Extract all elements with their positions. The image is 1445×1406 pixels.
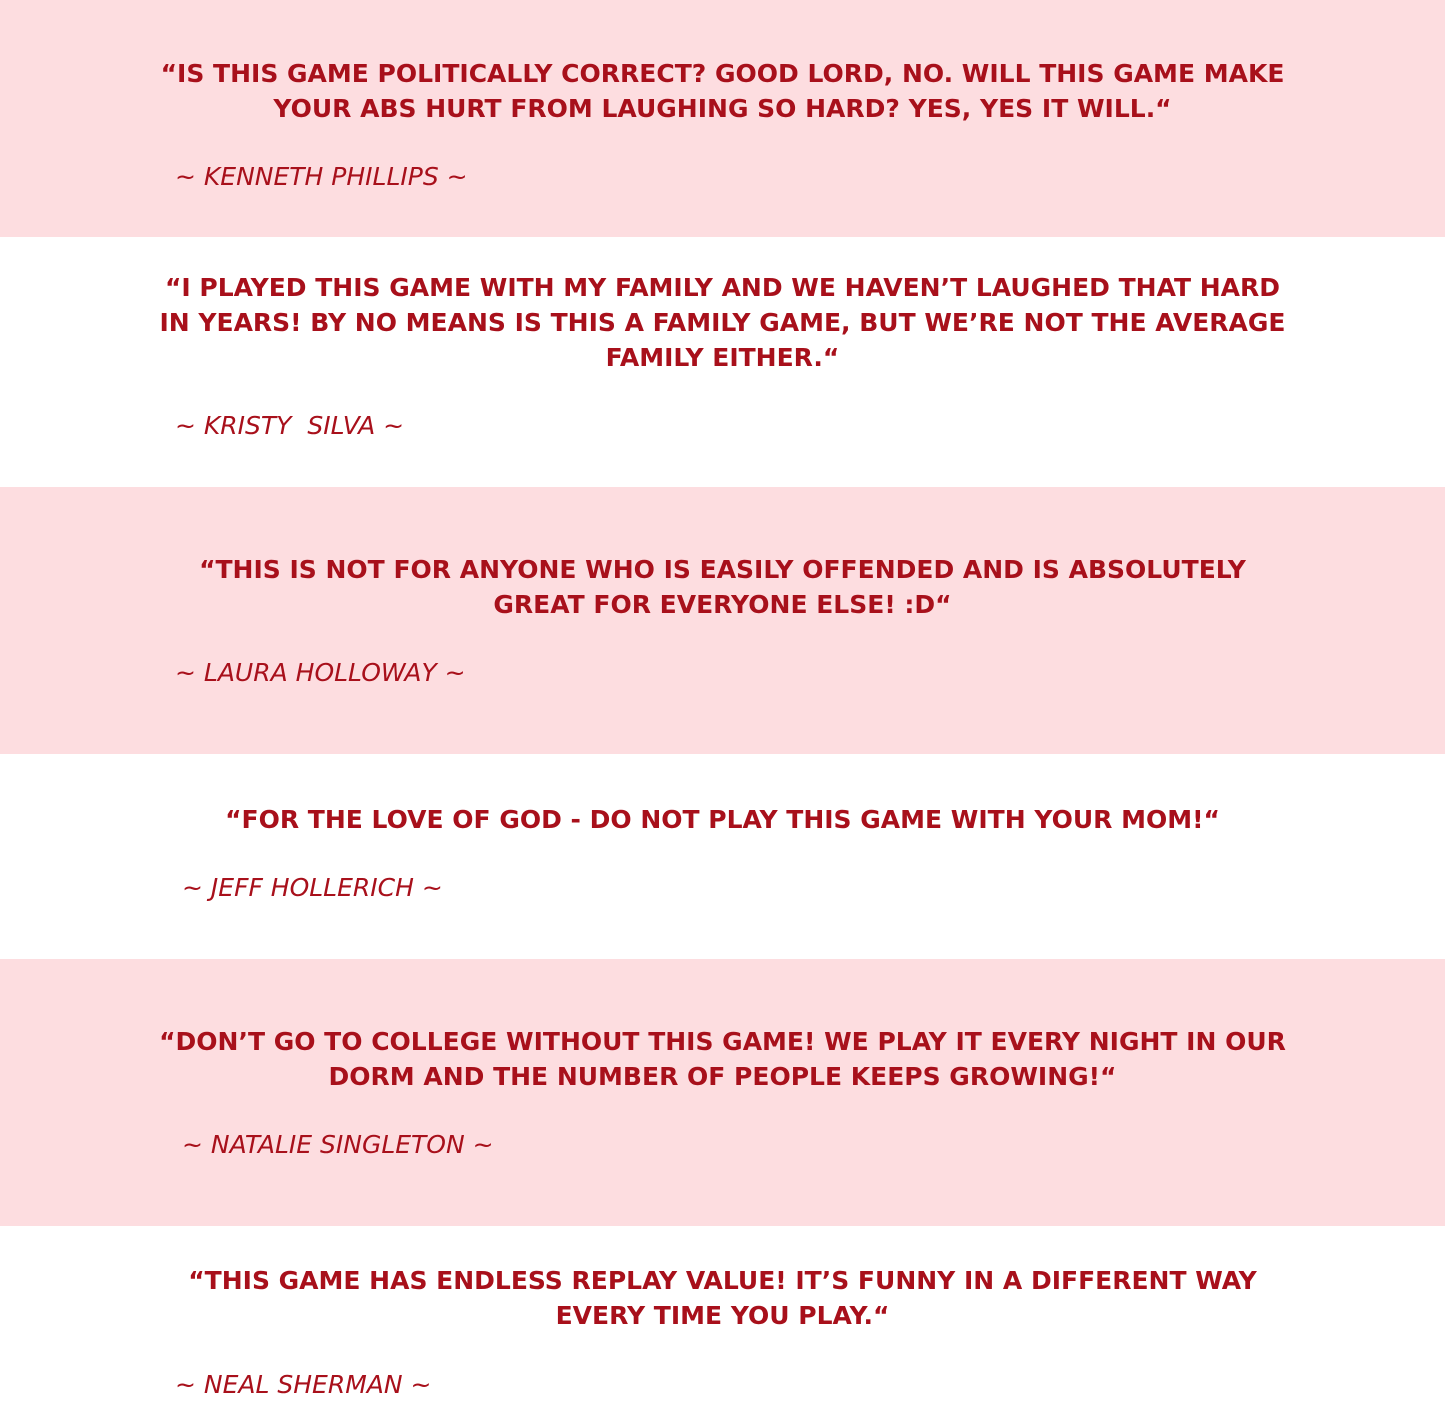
testimonial-band <box>0 1226 1445 1406</box>
testimonial-band <box>0 487 1445 754</box>
testimonial-author: ~ LAURA HOLLOWAY ~ <box>175 658 466 687</box>
testimonial-quote: “DON’T GO TO COLLEGE WITHOUT THIS GAME! WE PLAY IT EVERY NIGHT IN OUR DORM AND THE NUMBER OF PEOPLE KEEPS GROWING!“ <box>159 1027 1286 1091</box>
testimonial-author: ~ NATALIE SINGLETON ~ <box>182 1130 494 1159</box>
testimonial-quote: “IS THIS GAME POLITICALLY CORRECT? GOOD LORD, NO. WILL THIS GAME MAKE YOUR ABS HURT FROM LAUGHING SO HARD? YES, YES IT WILL.“ <box>160 59 1285 123</box>
testimonial-author: ~ KRISTY SILVA ~ <box>175 411 405 440</box>
testimonial-band <box>0 0 1445 237</box>
testimonial-band <box>0 754 1445 959</box>
testimonial-quote: “THIS GAME HAS ENDLESS REPLAY VALUE! IT’S FUNNY IN A DIFFERENT WAY EVERY TIME YOU PLAY.“ <box>188 1266 1257 1330</box>
testimonial-band <box>0 959 1445 1226</box>
testimonial-quote: “FOR THE LOVE OF GOD - DO NOT PLAY THIS GAME WITH YOUR MOM!“ <box>225 805 1220 834</box>
testimonial-author: ~ JEFF HOLLERICH ~ <box>182 873 443 902</box>
testimonial-quote: “I PLAYED THIS GAME WITH MY FAMILY AND WE HAVEN’T LAUGHED THAT HARD IN YEARS! BY NO MEANS IS THIS A FAMILY GAME, BUT WE’RE NOT THE AVERAGE FAMILY EITHER.“ <box>159 273 1286 372</box>
testimonial-band <box>0 237 1445 487</box>
testimonial-quote: “THIS IS NOT FOR ANYONE WHO IS EASILY OFFENDED AND IS ABSOLUTELY GREAT FOR EVERYONE ELSE! :D“ <box>199 555 1246 619</box>
testimonial-author: ~ KENNETH PHILLIPS ~ <box>175 162 468 191</box>
testimonial-author: ~ NEAL SHERMAN ~ <box>175 1370 432 1399</box>
